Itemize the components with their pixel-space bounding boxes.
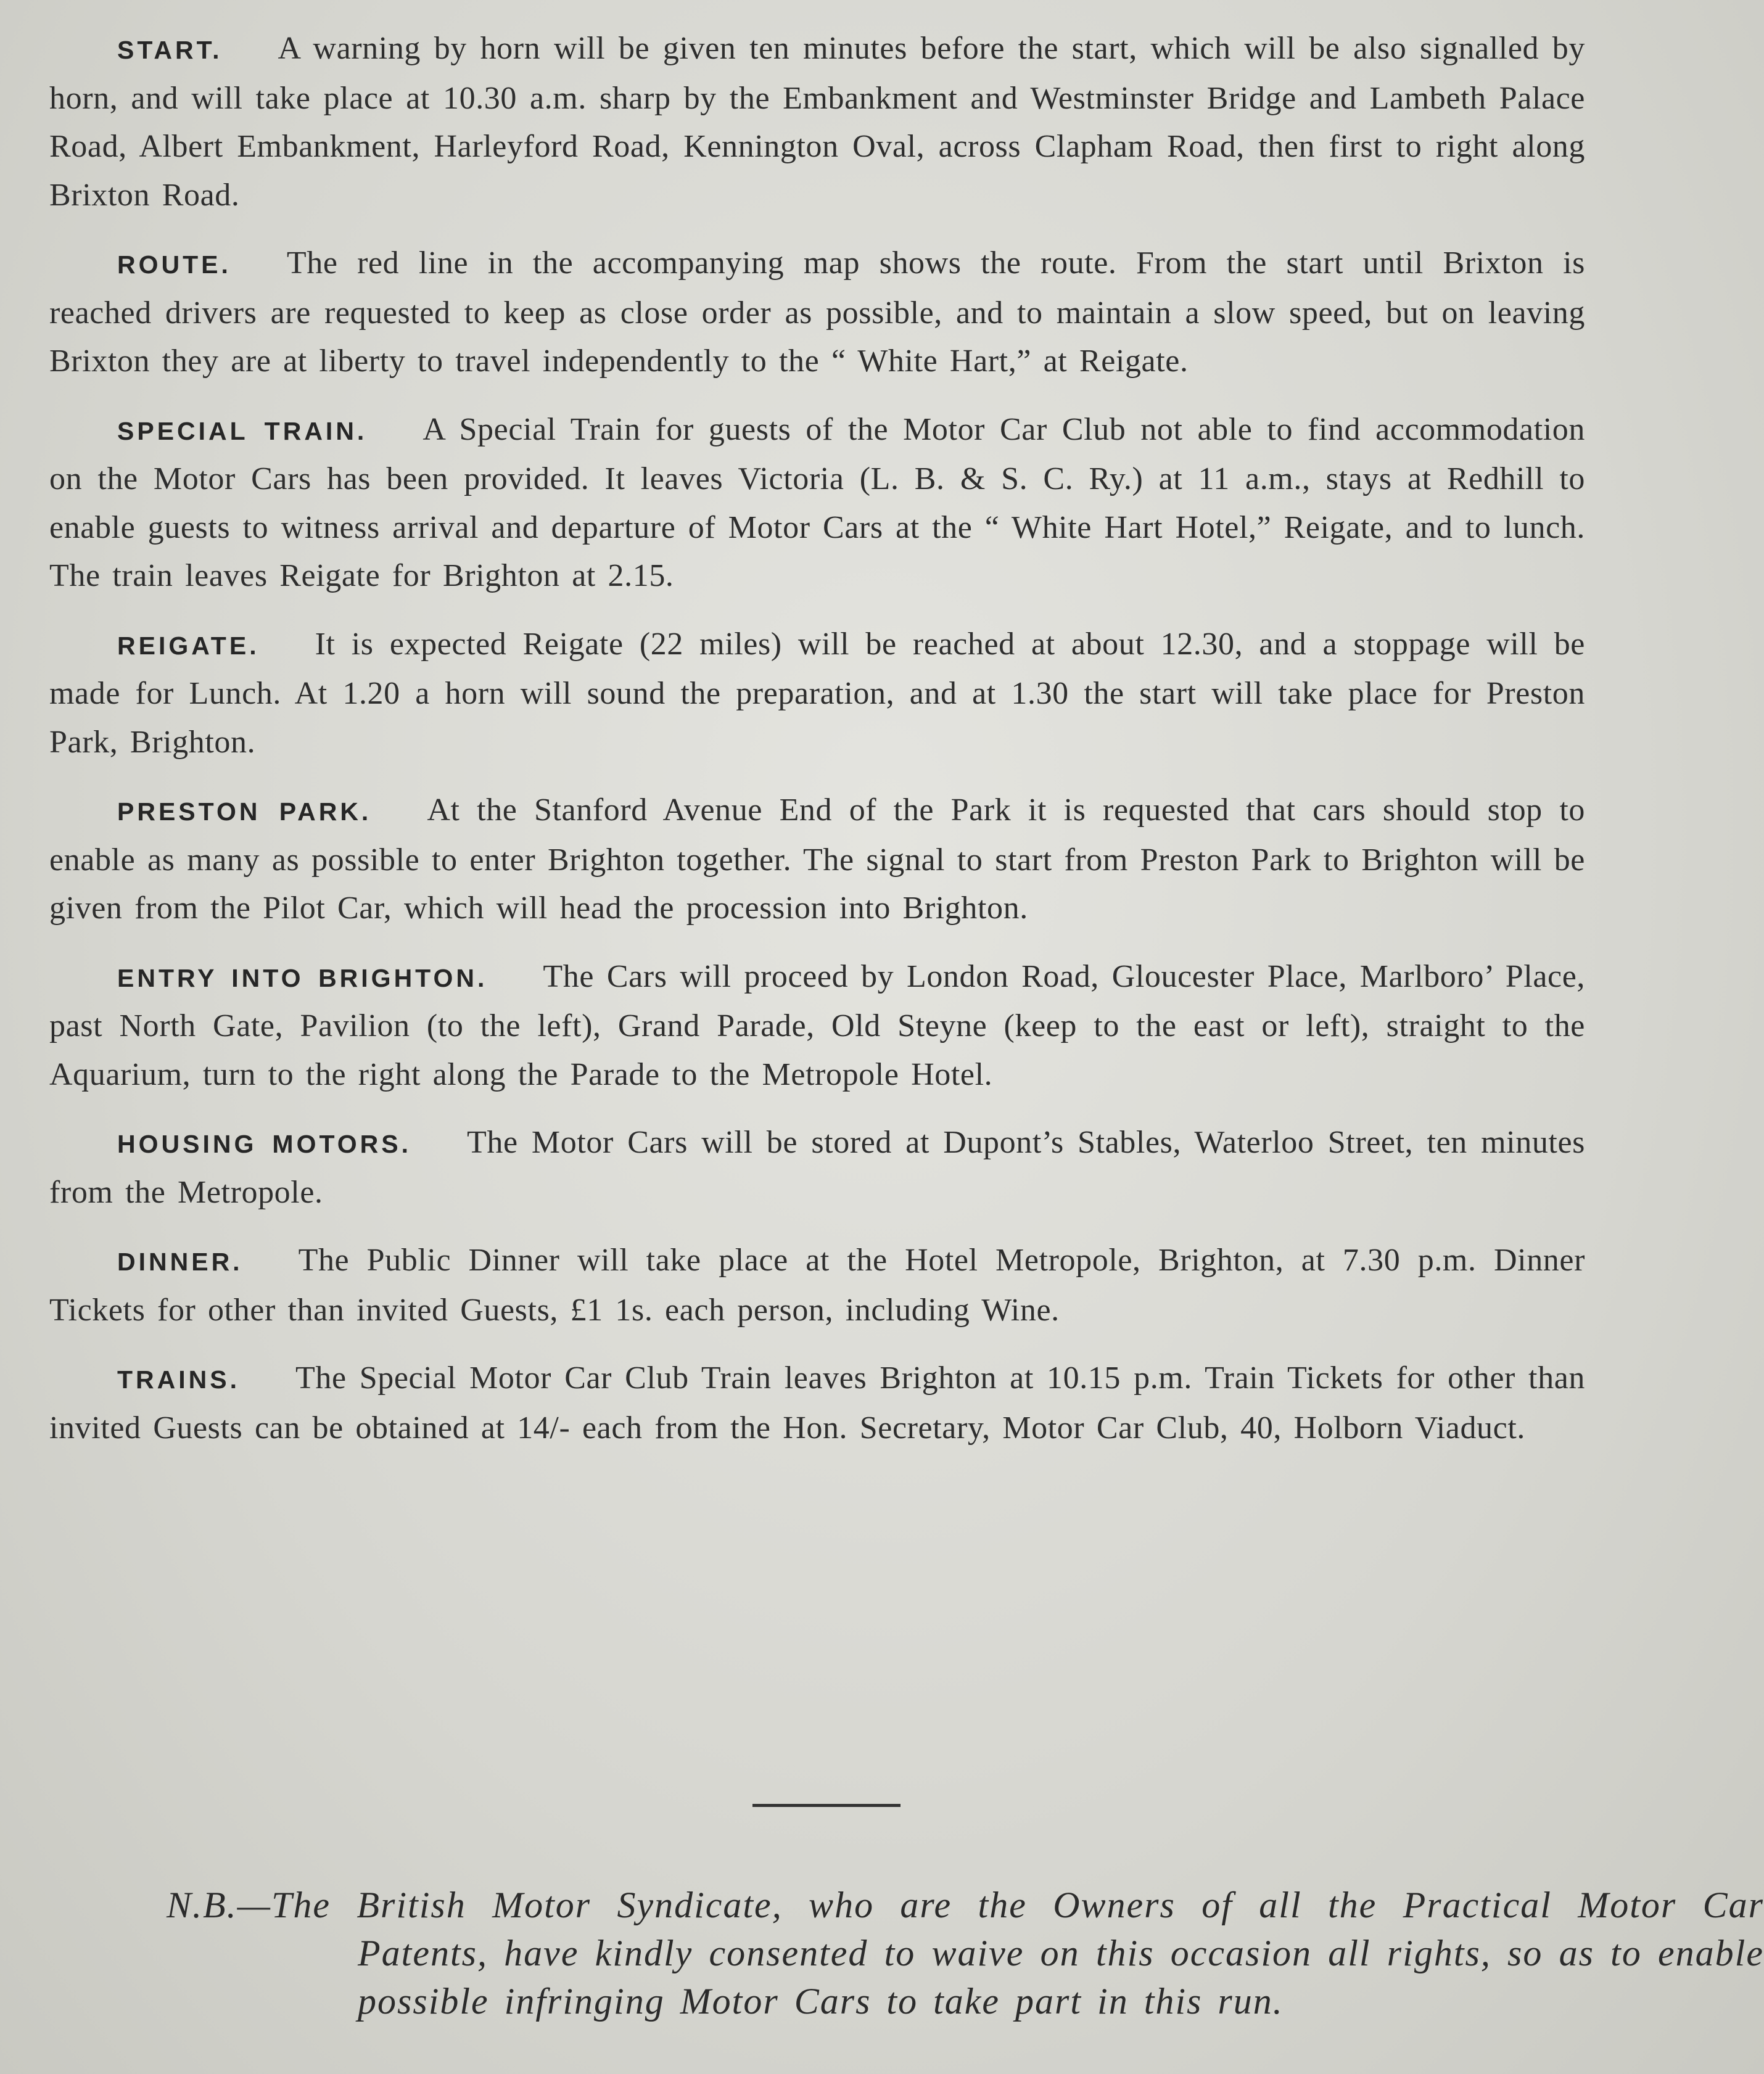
section-heading: TRAINS. [117,1365,240,1394]
notice-text [49,25,1585,1452]
section-body: The red line in the accompanying map shows the route. From the start until Brixton is reached drivers are requested to keep as close order as possible, and to maintain a slow speed, but on leaving Brixton they are at liberty to travel independently to the “ White Hart,” at Reigate. [49,245,1585,379]
section-heading: ROUTE. [117,250,231,279]
divider-rule [752,1804,901,1807]
section-body: It is expected Reigate (22 miles) will be reached at about 12.30, and a stoppage will be made for Lunch. At 1.20 a horn will sound the preparation, and at 1.30 the start will take place for Preston Park, Brighton. [49,626,1585,760]
section-trains [49,1354,1585,1452]
section-body: The Motor Cars will be stored at Dupont’s Stables, Waterloo Street, ten minutes from the Metropole. [49,1125,1585,1210]
section-body: The Public Dinner will take place at the Hotel Metropole, Brighton, at 7.30 p.m. Dinner Tickets for other than invited Guests, £1 1s. each person, including Wine. [49,1243,1585,1328]
section-body: A Special Train for guests of the Motor Car Club not able to find accommodation on the Motor Cars has been provided. It leaves Victoria (L. B. & S. C. Ry.) at 11 a.m., stays at Redhill to enable guests to witness arrival and departure of Motor Cars at the “ White Hart Hotel,” Reigate, and to lunch. The train leaves Reigate for Brighton at 2.15. [49,411,1585,593]
section-heading: REIGATE. [117,631,260,660]
section-preston-park [49,786,1585,933]
section-special-train [49,406,1585,601]
section-entry-into-brighton [49,953,1585,1100]
section-start [49,25,1585,220]
section-body: A warning by horn will be given ten minutes before the start, which will be also signalled by horn, and will take place at 10.30 a.m. sharp by the Embankment and Westminster Bridge and Lambeth Palace Road, Albert Embankment, Harleyford Road, Kennington Oval, across Clapham Road, then first to right along Brixton Road. [49,31,1585,213]
section-heading: ENTRY INTO BRIGHTON. [117,963,488,992]
section-heading: START. [117,36,223,64]
section-route [49,239,1585,386]
section-dinner [49,1237,1585,1335]
section-heading: SPECIAL TRAIN. [117,416,368,445]
section-heading: PRESTON PARK. [117,797,372,826]
section-heading: DINNER. [117,1248,243,1276]
section-body: The Cars will proceed by London Road, Gloucester Place, Marlboro’ Place, past North Gate, Pavilion (to the left), Grand Parade, Old Steyne (keep to the east or left), straight to the Aquarium, turn to the right along the Parade to the Metropole Hotel. [49,958,1585,1092]
section-housing-motors [49,1119,1585,1217]
nb-note: N.B.—The British Motor Syndicate, who are the Owners of all the Practical Motor Car Patents, have kindly consented to waive on this occasion all rights, so as to enable possible infringing Motor Cars to take part in this run. [167,1885,1764,2022]
section-reigate [49,620,1585,767]
section-heading: HOUSING MOTORS. [117,1130,412,1158]
section-body: The Special Motor Car Club Train leaves Brighton at 10.15 p.m. Train Tickets for other than invited Guests can be obtained at 14/- each from the Hon. Secretary, Motor Car Club, 40, Holborn Viaduct. [49,1360,1585,1446]
section-body: At the Stanford Avenue End of the Park it is requested that cars should stop to enable as many as possible to enter Brighton together. The signal to start from Preston Park to Brighton will be given from the Pilot Car, which will head the procession into Brighton. [49,792,1585,926]
